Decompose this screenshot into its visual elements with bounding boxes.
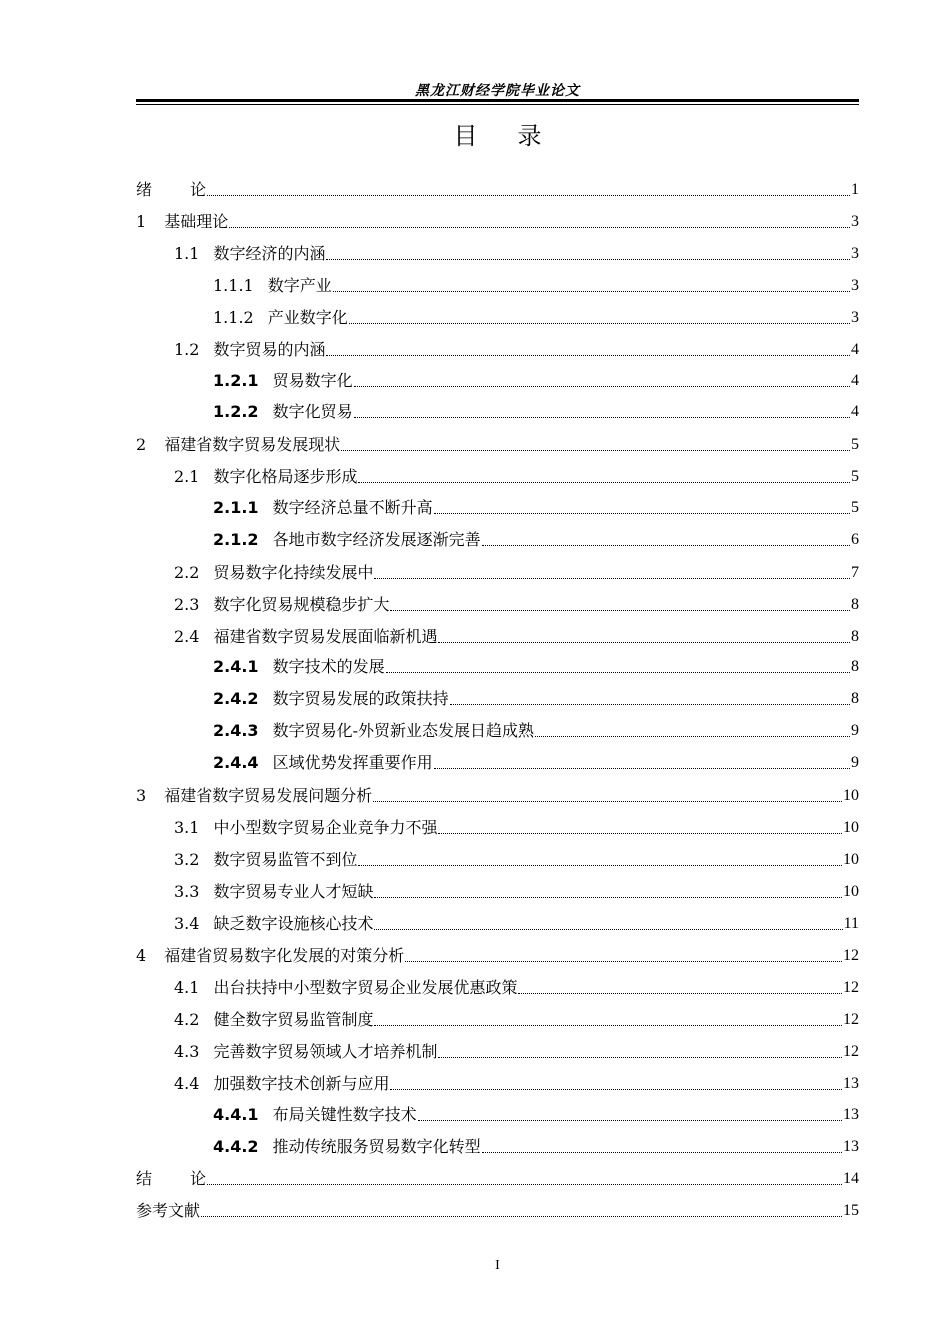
- toc-leader-dots: [341, 449, 850, 451]
- toc-entry: [136, 585, 859, 615]
- toc-leader-dots: [358, 481, 850, 483]
- toc-entry-number: 1.1: [174, 244, 200, 263]
- toc-entry-page: 3: [851, 309, 859, 326]
- toc-leader-dots: [418, 1119, 842, 1121]
- toc-entry-number: 4.4.2: [213, 1137, 259, 1156]
- toc-entry: [136, 392, 859, 422]
- toc-leader-dots: [518, 992, 842, 994]
- toc-entry-number: 1: [136, 212, 147, 231]
- header-title: 黑龙江财经学院毕业论文: [415, 83, 580, 99]
- toc-entry-number: 1.2.2: [213, 402, 259, 421]
- toc-entry-title: 数字化贸易: [272, 402, 353, 421]
- toc-leader-dots: [438, 641, 850, 643]
- toc-entry-title: 数字贸易的内涵: [213, 340, 326, 359]
- toc-entry-number: 2.1.2: [213, 530, 259, 549]
- toc-leader-dots: [405, 960, 842, 962]
- toc-entry-number: 1.2.1: [213, 371, 259, 390]
- toc-title: 目录: [453, 122, 582, 150]
- toc-entry-title: 布局关键性数字技术: [272, 1105, 417, 1124]
- toc-leader-dots: [434, 767, 850, 769]
- toc-entry-title: 福建省数字贸易发展问题分析: [164, 786, 373, 805]
- toc-entry-title: 加强数字技术创新与应用: [213, 1074, 390, 1093]
- toc-entry-title: 福建省贸易数字化发展的对策分析: [164, 946, 405, 965]
- toc-entry: [136, 840, 859, 870]
- toc-entry-page: 13: [843, 1138, 859, 1155]
- toc-entry: [136, 553, 859, 583]
- toc-leader-dots: [326, 258, 850, 260]
- toc-entry-page: 12: [843, 1043, 859, 1060]
- toc-entry-number: 3.3: [174, 882, 200, 901]
- toc-entry: [136, 904, 859, 934]
- toc-entry-number: 3: [136, 786, 147, 805]
- toc-entry-page: 11: [843, 915, 859, 932]
- toc-entry: [136, 872, 859, 902]
- toc-leader-dots: [482, 544, 850, 546]
- toc-entry-number: 结: [136, 1169, 153, 1188]
- toc-entry-page: 9: [851, 722, 859, 739]
- toc-entry-page: 4: [851, 403, 859, 420]
- toc-leader-dots: [374, 577, 850, 579]
- toc-entry-page: 5: [851, 436, 859, 453]
- toc-entry: [136, 330, 859, 360]
- toc-entry-title: 中小型数字贸易企业竞争力不强: [213, 818, 438, 837]
- toc-entry-page: 12: [843, 979, 859, 996]
- toc-entry-page: 15: [843, 1202, 859, 1219]
- toc-entry-page: 8: [851, 628, 859, 645]
- toc-entry-title: 数字贸易发展的政策扶持: [272, 689, 449, 708]
- toc-leader-dots: [450, 703, 850, 705]
- toc-entry-page: 7: [851, 564, 859, 581]
- toc-leader-dots: [349, 322, 850, 324]
- toc-entry: [136, 170, 859, 200]
- toc-entry-page: 10: [843, 851, 859, 868]
- toc-entry: [136, 776, 859, 806]
- toc-entry-title: 基础理论: [164, 212, 229, 231]
- toc-entry-page: 5: [851, 468, 859, 485]
- toc-leader-dots: [201, 1215, 842, 1217]
- toc-entry-title: 数字经济的内涵: [213, 244, 326, 263]
- toc-entry: [136, 488, 859, 518]
- toc-leader-dots: [207, 194, 850, 196]
- toc-entry: [136, 968, 859, 998]
- toc-entry: [136, 743, 859, 773]
- toc-entry-page: 10: [843, 819, 859, 836]
- toc-entry-title: 各地市数字经济发展逐渐完善: [272, 530, 481, 549]
- toc-entry-title: 数字技术的发展: [272, 657, 385, 676]
- toc-entry: [136, 936, 859, 966]
- toc-entry-page: 8: [851, 596, 859, 613]
- toc-entry-title: 数字化贸易规模稳步扩大: [213, 595, 390, 614]
- toc-entry-title: 福建省数字贸易发展面临新机遇: [213, 627, 438, 646]
- toc-entry: [136, 1000, 859, 1030]
- toc-entry-page: 8: [851, 690, 859, 707]
- toc-entry-title: 推动传统服务贸易数字化转型: [272, 1137, 481, 1156]
- toc-entry: [136, 298, 859, 328]
- toc-entry-number: 2.1: [174, 467, 200, 486]
- toc-entry: [136, 202, 859, 232]
- toc-entry: [136, 711, 859, 741]
- toc-entry-number: 3.2: [174, 850, 200, 869]
- toc-entry-title: 数字产业: [267, 276, 332, 295]
- toc-leader-dots: [438, 832, 842, 834]
- toc-entry-title: 参考文献: [136, 1201, 201, 1220]
- toc-leader-dots: [374, 1024, 842, 1026]
- toc-leader-dots: [333, 290, 850, 292]
- toc-leader-dots: [434, 512, 850, 514]
- toc-entry-title: 贸易数字化持续发展中: [213, 563, 374, 582]
- toc-leader-dots: [482, 1151, 842, 1153]
- toc-entry-title: 数字化格局逐步形成: [213, 467, 358, 486]
- toc-leader-dots: [374, 896, 842, 898]
- toc-entry-page: 3: [851, 277, 859, 294]
- toc-entry-title: 贸易数字化: [272, 371, 353, 390]
- toc-entry-title: 福建省数字贸易发展现状: [164, 435, 341, 454]
- toc-entry-title: 健全数字贸易监管制度: [213, 1010, 374, 1029]
- toc-leader-dots: [326, 354, 850, 356]
- toc-entry-number: 3.4: [174, 914, 200, 933]
- toc-entry-page: 13: [843, 1106, 859, 1123]
- header-rule-thick: [136, 99, 859, 102]
- toc-entry-number: 4.4.1: [213, 1105, 259, 1124]
- toc-entry-number: 2.3: [174, 595, 200, 614]
- toc-leader-dots: [390, 609, 850, 611]
- toc-entry-number: 4.2: [174, 1010, 200, 1029]
- toc-leader-dots: [354, 385, 850, 387]
- toc-leader-dots: [390, 1088, 842, 1090]
- toc-entry: [136, 234, 859, 264]
- toc-entry-page: 8: [851, 658, 859, 675]
- toc-entry-title: 论: [190, 1169, 207, 1188]
- toc-entry-page: 9: [851, 754, 859, 771]
- toc-entry-page: 13: [843, 1075, 859, 1092]
- toc-entry: [136, 647, 859, 677]
- toc-entry-page: 1: [851, 181, 859, 198]
- toc-entry: [136, 266, 859, 296]
- toc-entry-page: 6: [851, 531, 859, 548]
- toc-entry-number: 2.4.2: [213, 689, 259, 708]
- toc-entry: [136, 1127, 859, 1157]
- toc-leader-dots: [207, 1183, 842, 1185]
- header-rule-thin: [136, 104, 859, 105]
- toc-entry-title: 数字经济总量不断升高: [272, 498, 433, 517]
- toc-entry-number: 2.4.1: [213, 657, 259, 676]
- toc-entry-title: 缺乏数字设施核心技术: [213, 914, 374, 933]
- toc-entry-title: 数字贸易监管不到位: [213, 850, 358, 869]
- toc-leader-dots: [354, 416, 850, 418]
- toc-entry-title: 数字贸易化-外贸新业态发展日趋成熟: [272, 721, 534, 740]
- toc-entry-number: 2: [136, 435, 147, 454]
- toc-entry-number: 4.3: [174, 1042, 200, 1061]
- toc-leader-dots: [535, 735, 850, 737]
- toc-entry-number: 2.4.4: [213, 753, 259, 772]
- toc-entry-number: 2.4: [174, 627, 200, 646]
- toc-entry: [136, 457, 859, 487]
- toc-leader-dots: [438, 1056, 842, 1058]
- toc-leader-dots: [358, 864, 842, 866]
- toc-entry-number: 1.1.1: [213, 276, 254, 295]
- toc-entry-number: 绪: [136, 180, 153, 199]
- toc-entry-title: 区域优势发挥重要作用: [272, 753, 433, 772]
- toc-entry: [136, 617, 859, 647]
- toc-entry: [136, 679, 859, 709]
- toc-leader-dots: [374, 928, 842, 930]
- toc-entry-number: 1.2: [174, 340, 200, 359]
- toc-entry-title: 论: [190, 180, 207, 199]
- toc-entry-page: 10: [843, 883, 859, 900]
- toc-entry-number: 4.4: [174, 1074, 200, 1093]
- toc-entry-number: 4.1: [174, 978, 200, 997]
- toc-entry-title: 数字贸易专业人才短缺: [213, 882, 374, 901]
- toc-entry: [136, 1159, 859, 1189]
- toc-entry: [136, 1095, 859, 1125]
- toc-entry-number: 4: [136, 946, 147, 965]
- toc-entry-number: 2.4.3: [213, 721, 259, 740]
- toc-entry-page: 14: [843, 1170, 859, 1187]
- toc-entry-page: 12: [843, 1011, 859, 1028]
- toc-leader-dots: [373, 800, 842, 802]
- toc-entry-title: 完善数字贸易领域人才培养机制: [213, 1042, 438, 1061]
- toc-entry-page: 4: [851, 372, 859, 389]
- toc-entry: [136, 808, 859, 838]
- toc-entry-number: 1.1.2: [213, 308, 254, 327]
- toc-entry: [136, 1032, 859, 1062]
- toc-leader-dots: [229, 226, 850, 228]
- toc-entry-number: 3.1: [174, 818, 200, 837]
- toc-entry-page: 4: [851, 341, 859, 358]
- toc-entry: [136, 1191, 859, 1221]
- toc-entry: [136, 520, 859, 550]
- toc-entry-number: 2.1.1: [213, 498, 259, 517]
- toc-entry-title: 产业数字化: [267, 308, 348, 327]
- toc-entry: [136, 425, 859, 455]
- page-number: I: [495, 1258, 500, 1273]
- toc-entry-page: 12: [843, 947, 859, 964]
- toc-entry-page: 3: [851, 213, 859, 230]
- toc-entry-page: 5: [851, 499, 859, 516]
- toc-entry-number: 2.2: [174, 563, 200, 582]
- toc-entry-page: 3: [851, 245, 859, 262]
- toc-entry-page: 10: [843, 787, 859, 804]
- toc-entry: [136, 361, 859, 391]
- toc-leader-dots: [386, 671, 850, 673]
- toc-entry: [136, 1064, 859, 1094]
- toc-entry-title: 出台扶持中小型数字贸易企业发展优惠政策: [213, 978, 518, 997]
